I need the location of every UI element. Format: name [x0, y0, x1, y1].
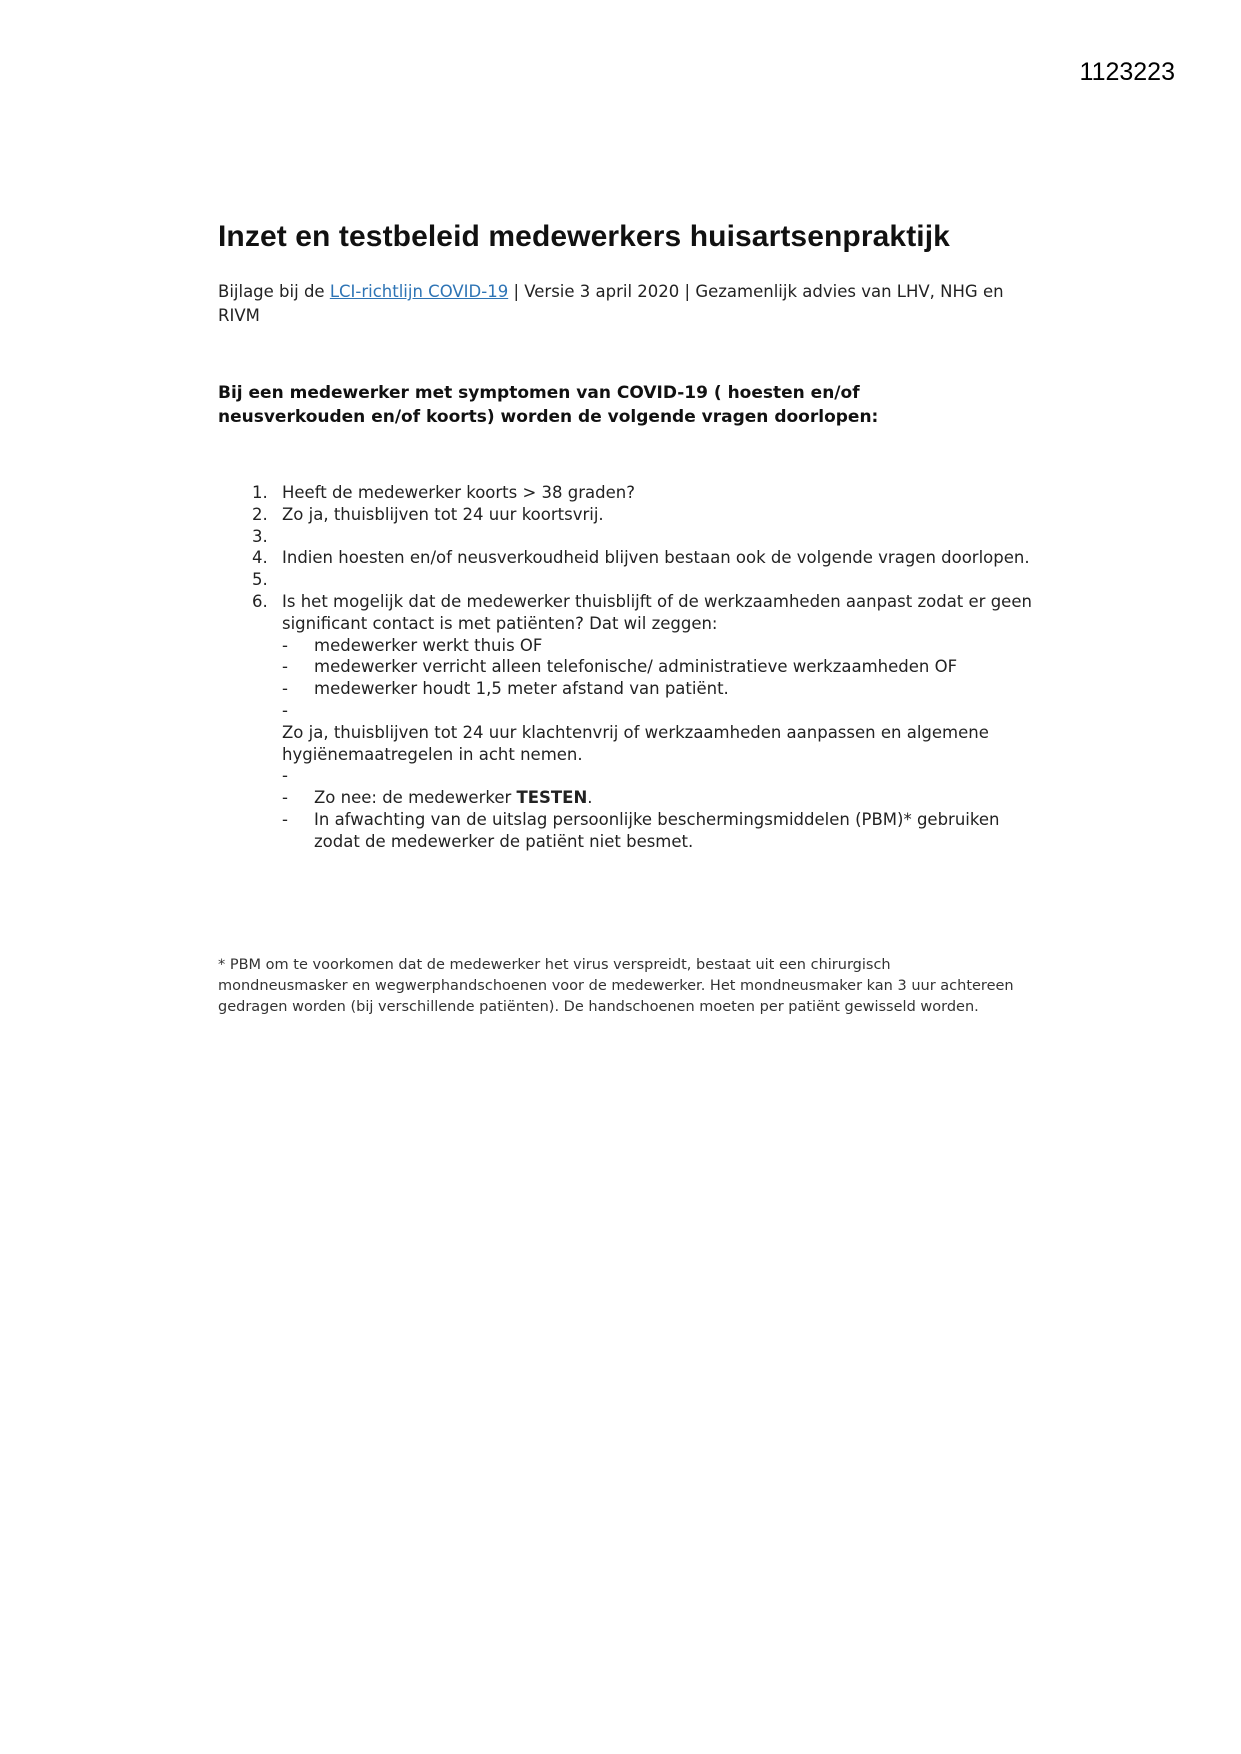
dash-bullet: - [282, 788, 288, 808]
lci-guideline-link[interactable]: LCI-richtlijn COVID-19 [329, 282, 509, 301]
sub-item-distance [282, 678, 1038, 700]
list-number: 1. [252, 483, 268, 502]
list-item-5 [218, 569, 1038, 591]
list-item-3 [218, 526, 1038, 548]
dash-bullet: - [282, 635, 288, 655]
list-item-1 [218, 482, 1038, 504]
sub-item-admin-work [282, 656, 1038, 678]
empty-dash-line [282, 765, 1038, 787]
sub-item-works-home [282, 635, 1038, 657]
subtitle-prefix: Bijlage bij de [218, 282, 330, 301]
list-number: 5. [252, 570, 268, 590]
intro-text: Bij een medewerker met symptomen van COVID-19 ( hoesten en/of neusverkouden en/of koorts) worden de volgende vragen doorlopen: [218, 383, 879, 427]
dash-bullet: - [282, 679, 288, 699]
dash-bullet: - [282, 700, 288, 720]
list-number: 2. [252, 504, 268, 524]
list-item-text: Indien hoesten en/of neusverkoudheid blijven bestaan ook de volgende vragen doorlopen. [282, 548, 1030, 568]
sub-item-test [282, 787, 1038, 809]
sub-item-text: medewerker verricht alleen telefonische/ administratieve werkzaamheden OF [314, 657, 958, 677]
sub-item-text: medewerker houdt 1,5 meter afstand van patiënt. [314, 679, 729, 699]
dash-bullet: - [282, 766, 288, 786]
subtitle-suffix: | Versie 3 april 2020 | Gezamenlijk advies van LHV, NHG en RIVM [218, 282, 1004, 325]
no-answer-prefix: Zo nee: de medewerker [314, 788, 517, 808]
test-emphasis: TESTEN [516, 788, 588, 808]
dash-bullet: - [282, 657, 288, 677]
list-number: 4. [252, 548, 268, 568]
footnote: * PBM om te voorkomen dat de medewerker het virus verspreidt, bestaat uit een chirurgisch mondneusmasker en wegwerphandschoenen voor de medewerker. Het mondneusmaker kan 3 uur achtereen gedragen worden (bij verschillende patiënten). De handschoenen moeten per patiënt gewisseld worden. [218, 957, 1014, 1015]
document-id: 1123223 [1079, 58, 1175, 86]
list-item-2 [218, 504, 1038, 526]
subtitle [218, 280, 1038, 328]
no-answer-suffix: . [587, 788, 593, 808]
empty-dash-line [282, 700, 1038, 722]
list-item-text: Zo ja, thuisblijven tot 24 uur koortsvrij. [282, 504, 604, 524]
sub-item-text: In afwachting van de uitslag persoonlijke beschermingsmiddelen (PBM)* gebruiken zodat de medewerker de patiënt niet besmet. [314, 809, 1000, 851]
yes-answer-text: Zo ja, thuisblijven tot 24 uur klachtenvrij of werkzaamheden aanpassen en algemene hygiënemaatregelen in acht nemen. [282, 722, 989, 764]
list-item-4 [218, 547, 1038, 569]
question-list [218, 482, 1038, 853]
list-item-text: Heeft de medewerker koorts > 38 graden? [282, 483, 636, 502]
list-item-6 [218, 591, 1038, 853]
list-number: 3. [252, 526, 268, 546]
sub-item-pbm [282, 809, 1038, 853]
list-number: 6. [252, 591, 268, 611]
sub-item-text: medewerker werkt thuis OF [314, 635, 543, 655]
list-item-text: Is het mogelijk dat de medewerker thuisblijft of de werkzaamheden aanpast zodat er geen significant contact is met patiënten? Dat wil zeggen: [282, 591, 1032, 633]
dash-bullet: - [282, 809, 288, 829]
page-title: Inzet en testbeleid medewerkers huisartsenpraktijk [218, 220, 950, 253]
